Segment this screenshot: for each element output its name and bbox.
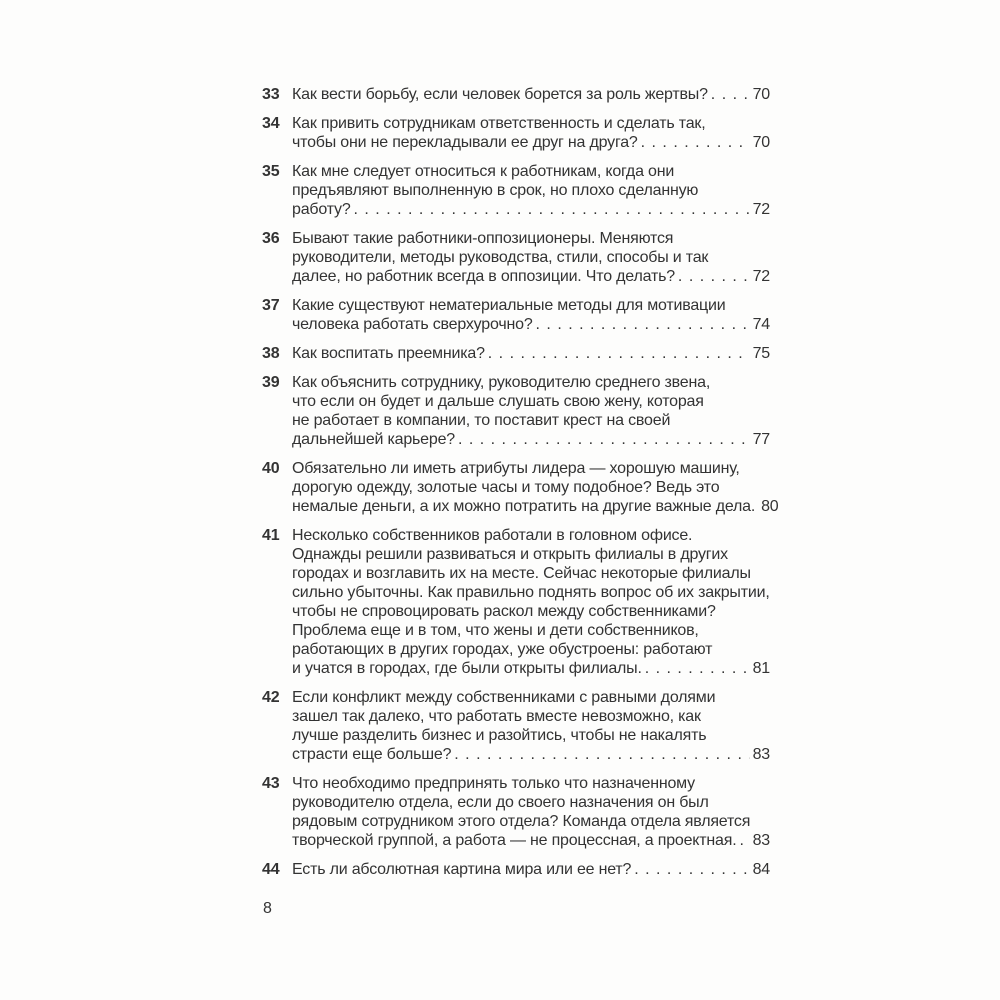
toc-entry-last-line bbox=[292, 497, 779, 516]
toc-entry-line: что если он будет и дальше слушать свою жену, которая bbox=[292, 393, 704, 410]
toc-entry-line: городах и возглавить их на месте. Сейчас некоторые филиалы bbox=[292, 565, 751, 582]
toc-entry-text bbox=[292, 229, 770, 286]
dot-leader bbox=[631, 860, 749, 879]
toc-entry-line: зашел так далеко, что работать вместе невозможно, как bbox=[292, 708, 701, 725]
toc-entry bbox=[262, 229, 770, 286]
toc-entry-line: руководители, методы руководства, стили, способы и так bbox=[292, 249, 709, 266]
toc-entry-line: Что необходимо предпринять только что назначенному bbox=[292, 775, 695, 792]
toc-entry-last-line bbox=[292, 430, 770, 449]
dot-leader bbox=[351, 200, 750, 219]
toc-entry-line: Бывают такие работники-оппозиционеры. Меняются bbox=[292, 230, 674, 247]
toc-entry-line: рядовым сотрудником этого отдела? Команда отдела является bbox=[292, 813, 751, 830]
toc-entry-line: Как привить сотрудникам ответственность и сделать так, bbox=[292, 115, 706, 132]
toc-entry-line: не работает в компании, то поставит крест на своей bbox=[292, 412, 671, 429]
toc-entry-title-text: далее, но работник всегда в оппозиции. Что делать? bbox=[292, 268, 675, 285]
toc-entry-last-line bbox=[292, 831, 770, 850]
toc-entry bbox=[262, 114, 770, 152]
toc-entry-number: 35 bbox=[262, 163, 280, 180]
toc-entry-page-number: 81 bbox=[752, 660, 770, 677]
toc-entry-last-line bbox=[292, 344, 770, 363]
toc-entry-line: Обязательно ли иметь атрибуты лидера — хорошую машину, bbox=[292, 460, 740, 477]
toc-entry-title-text: страсти еще больше? bbox=[292, 746, 452, 763]
toc-entry-title-text: чтобы они не перекладывали ее друг на друга? bbox=[292, 134, 638, 151]
toc-entry-number: 37 bbox=[262, 297, 280, 314]
toc-entry-last-line bbox=[292, 85, 770, 104]
toc-entry bbox=[262, 860, 770, 879]
toc-entry-line: Однажды решили развиваться и открыть филиалы в других bbox=[292, 546, 728, 563]
toc-entry-line: Как объяснить сотруднику, руководителю среднего звена, bbox=[292, 374, 711, 391]
toc-entry-line: сильно убыточны. Как правильно поднять вопрос об их закрытии, bbox=[292, 584, 770, 601]
toc-entry-number: 44 bbox=[262, 861, 280, 878]
toc-entry-last-line bbox=[292, 200, 770, 219]
toc-entry-text bbox=[292, 85, 770, 104]
toc-entry-page-number: 70 bbox=[752, 134, 770, 151]
toc-entry-title-text: Как вести борьбу, если человек борется за роль жертвы? bbox=[292, 86, 708, 103]
toc-entry-title-text: дальнейшей карьере? bbox=[292, 431, 455, 448]
toc-entry-line: Какие существуют нематериальные методы для мотивации bbox=[292, 297, 726, 314]
toc-entry-line: руководителю отдела, если до своего назначения он был bbox=[292, 794, 709, 811]
toc-entry-page-number: 72 bbox=[752, 201, 770, 218]
toc-entry-title-text: работу? bbox=[292, 201, 351, 218]
toc-entry-number: 41 bbox=[262, 527, 280, 544]
toc-entry-text bbox=[292, 114, 770, 152]
toc-entry-last-line bbox=[292, 133, 770, 152]
toc-entry-number: 40 bbox=[262, 460, 280, 477]
toc-entry-line: дорогую одежду, золотые часы и тому подобное? Ведь это bbox=[292, 479, 720, 496]
toc-entry-number: 39 bbox=[262, 374, 280, 391]
toc-entry-last-line bbox=[292, 659, 770, 678]
toc-entry-last-line bbox=[292, 267, 770, 286]
toc-entry-number: 43 bbox=[262, 775, 280, 792]
toc-entry-text bbox=[292, 774, 770, 850]
toc-entry-text bbox=[292, 526, 770, 678]
toc-entry-line: чтобы не спровоцировать раскол между собственниками? bbox=[292, 603, 716, 620]
toc-entry-text bbox=[292, 162, 770, 219]
toc-entry-line: лучше разделить бизнес и разойтись, чтобы не накалять bbox=[292, 727, 707, 744]
toc-entry-text bbox=[292, 459, 779, 516]
toc-entry-line: работающих в других городах, уже обустроены: работают bbox=[292, 641, 713, 658]
toc-entry-page-number: 80 bbox=[761, 498, 779, 515]
toc-entry-title-text: немалые деньги, а их можно потратить на другие важные дела. bbox=[292, 498, 756, 515]
toc-entry bbox=[262, 296, 770, 334]
toc-entry bbox=[262, 344, 770, 363]
toc-entry bbox=[262, 774, 770, 850]
toc-entry bbox=[262, 373, 770, 449]
dot-leader bbox=[455, 430, 750, 449]
toc-entry-text bbox=[292, 296, 770, 334]
toc-entry-title-text: творческой группой, а работа — не процессная, а проектная. bbox=[292, 832, 737, 849]
toc-entry-number: 36 bbox=[262, 230, 280, 247]
toc-entry-number: 33 bbox=[262, 86, 280, 103]
toc-entry-page-number: 84 bbox=[752, 861, 770, 878]
toc-entry-line: предъявляют выполненную в срок, но плохо сделанную bbox=[292, 182, 699, 199]
dot-leader bbox=[533, 315, 750, 334]
toc-entry-page-number: 70 bbox=[752, 86, 770, 103]
dot-leader bbox=[638, 133, 750, 152]
toc-entry bbox=[262, 85, 770, 104]
toc-entry-line: Несколько собственников работали в головном офисе. bbox=[292, 527, 693, 544]
toc-entry bbox=[262, 459, 779, 516]
toc-entry-line: Если конфликт между собственниками с равными долями bbox=[292, 689, 716, 706]
toc-entry-page-number: 77 bbox=[752, 431, 770, 448]
toc-entry-page-number: 83 bbox=[752, 832, 770, 849]
dot-leader bbox=[485, 344, 750, 363]
toc-entry-title-text: и учатся в городах, где были открыты филиалы. bbox=[292, 660, 642, 677]
toc-entry-text bbox=[292, 688, 770, 764]
toc-entry-last-line bbox=[292, 745, 770, 764]
toc-entry-text bbox=[292, 860, 770, 879]
toc-entry-page-number: 74 bbox=[752, 316, 770, 333]
toc-entry-title-text: человека работать сверхурочно? bbox=[292, 316, 533, 333]
toc-entry-page-number: 83 bbox=[752, 746, 770, 763]
toc-entry-line: Проблема еще и в том, что жены и дети собственников, bbox=[292, 622, 699, 639]
toc-entry bbox=[262, 688, 770, 764]
dot-leader bbox=[736, 831, 749, 850]
toc-entry bbox=[262, 526, 770, 678]
page-number-footer: 8 bbox=[263, 900, 272, 917]
toc-entry-line: Как мне следует относиться к работникам, когда они bbox=[292, 163, 675, 180]
dot-leader bbox=[451, 745, 749, 764]
dot-leader bbox=[675, 267, 750, 286]
dot-leader bbox=[642, 659, 750, 678]
table-of-contents bbox=[262, 85, 779, 879]
dot-leader bbox=[708, 85, 750, 104]
toc-entry-text bbox=[292, 344, 770, 363]
toc-entry bbox=[262, 162, 770, 219]
toc-entry-title-text: Есть ли абсолютная картина мира или ее нет? bbox=[292, 861, 632, 878]
toc-entry-page-number: 72 bbox=[752, 268, 770, 285]
toc-entry-last-line bbox=[292, 315, 770, 334]
toc-entry-text bbox=[292, 373, 770, 449]
toc-entry-last-line bbox=[292, 860, 770, 879]
toc-entry-number: 34 bbox=[262, 115, 280, 132]
toc-entry-number: 42 bbox=[262, 689, 280, 706]
toc-entry-page-number: 75 bbox=[752, 345, 770, 362]
toc-entry-number: 38 bbox=[262, 345, 280, 362]
toc-entry-title-text: Как воспитать преемника? bbox=[292, 345, 485, 362]
